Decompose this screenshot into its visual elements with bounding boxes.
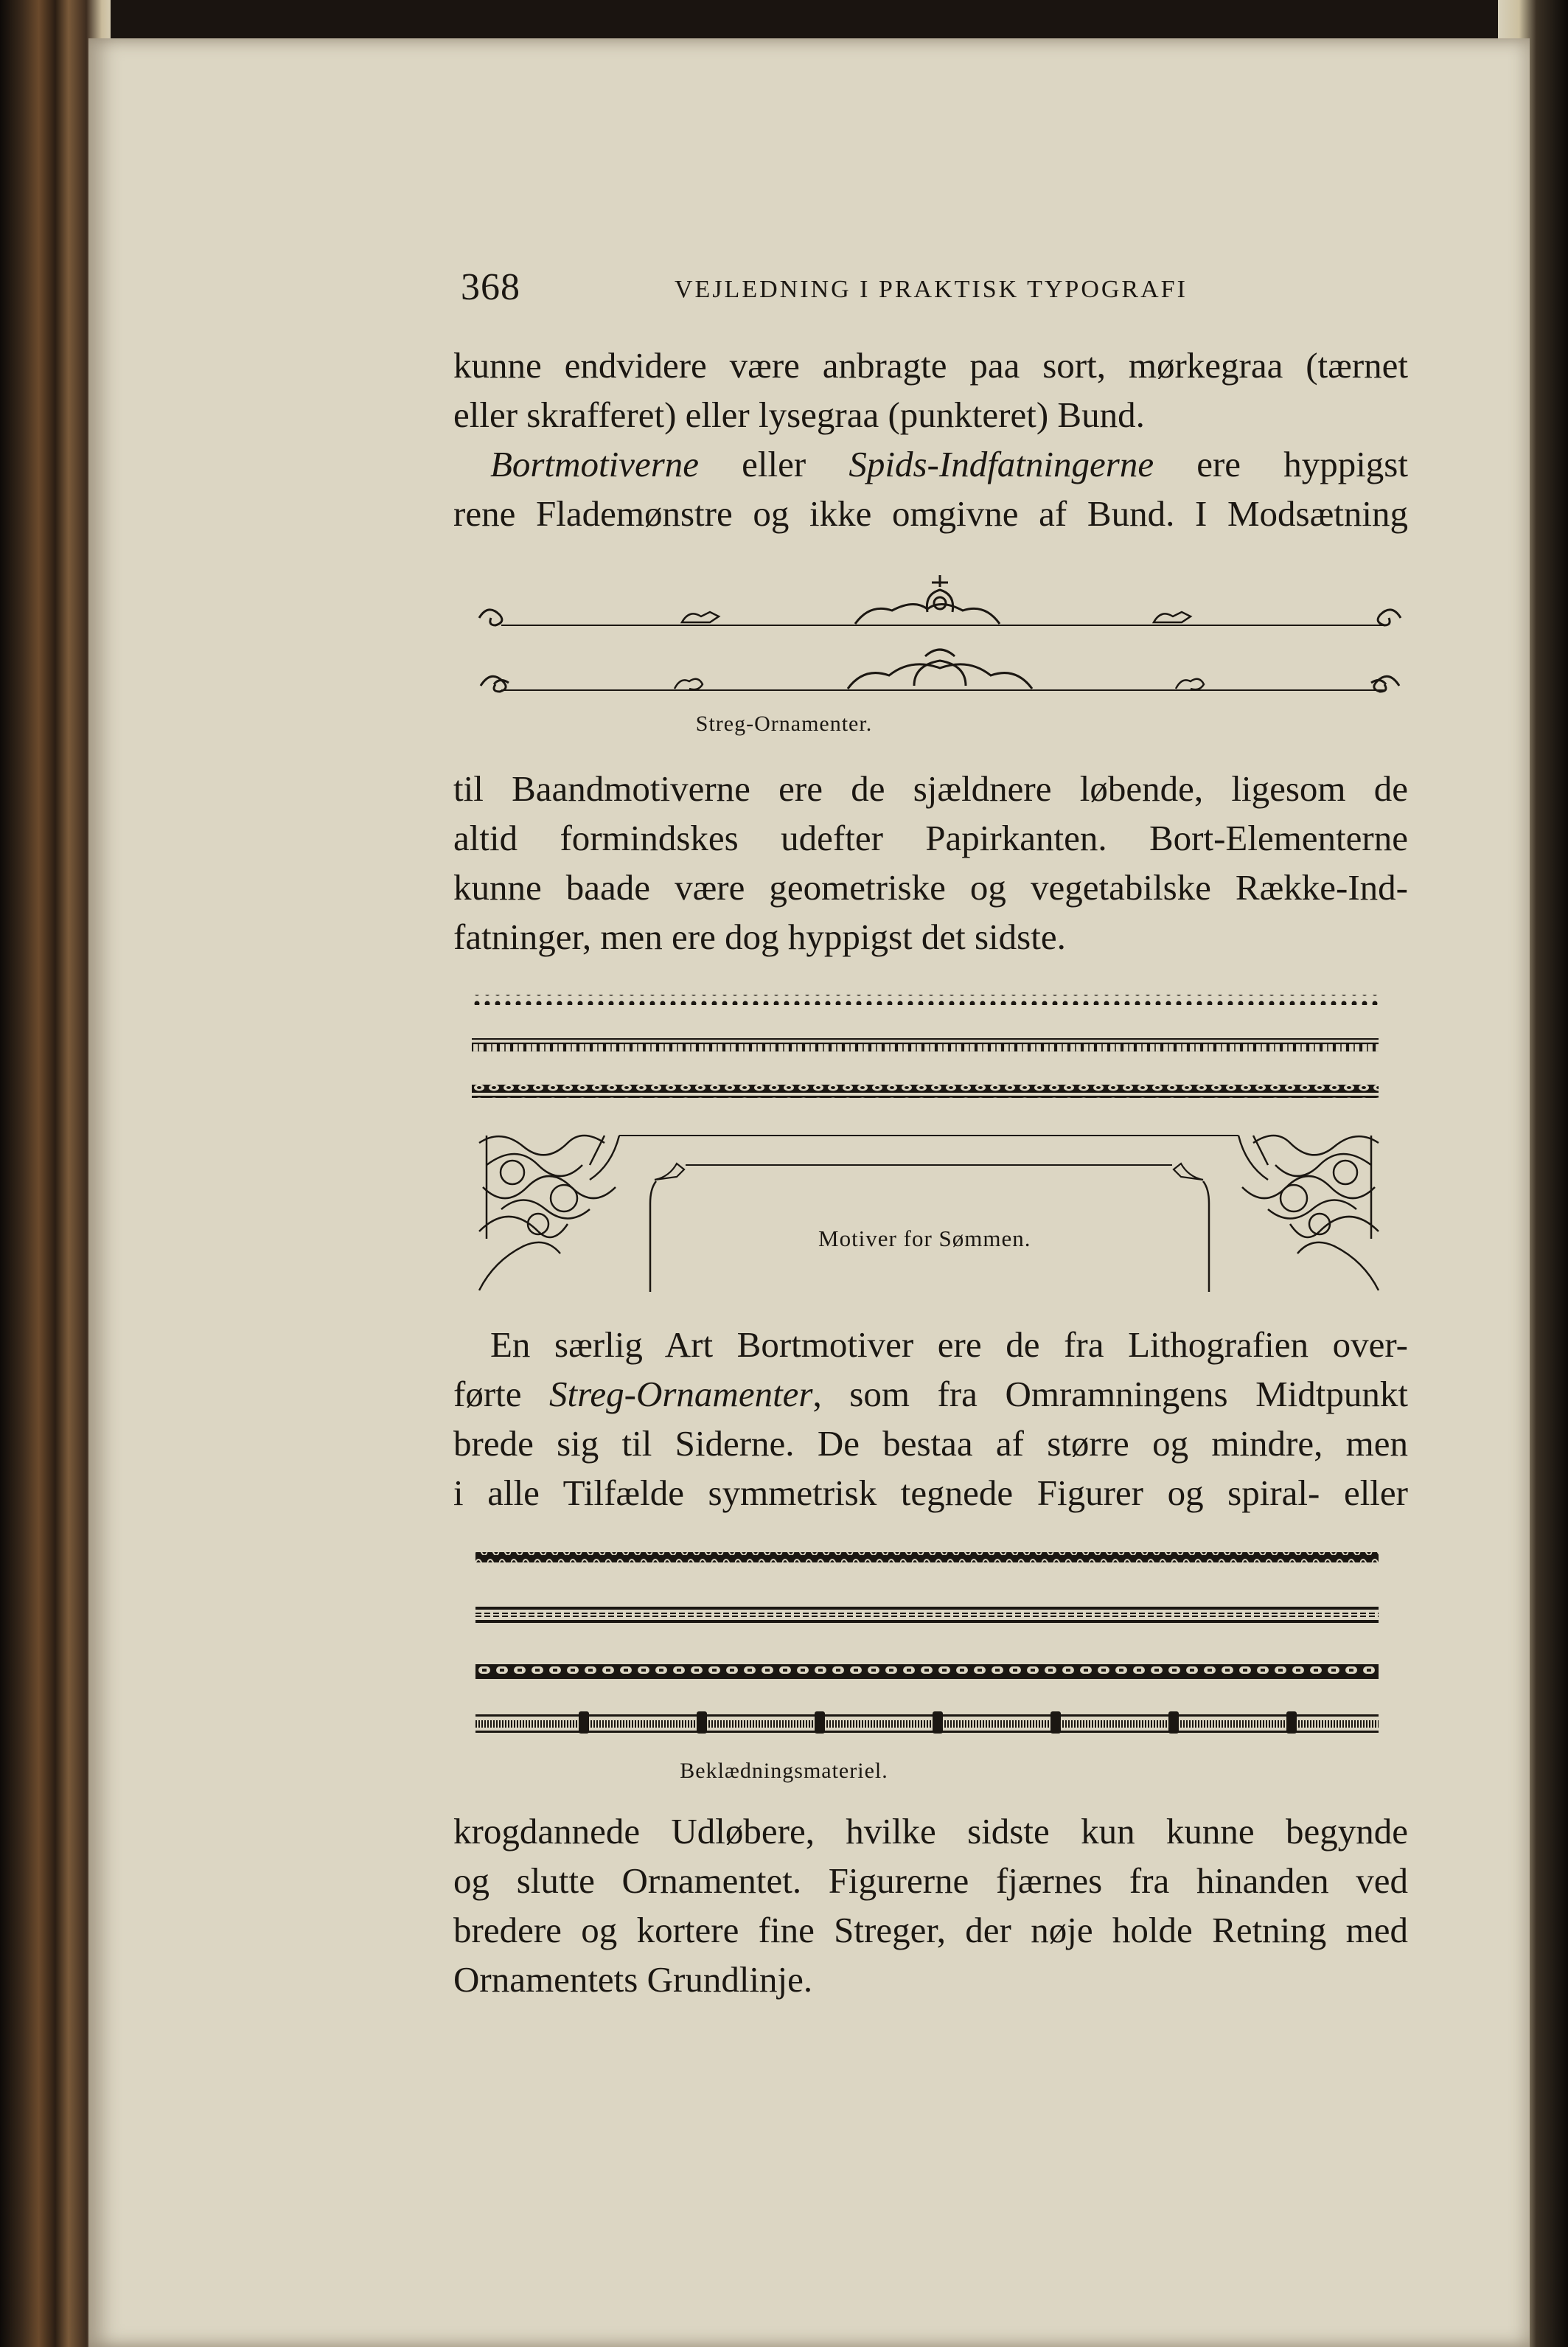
text-line: brede sig til Siderne. De bestaa af større og mindre, men	[453, 1423, 1408, 1464]
page-number: 368	[461, 266, 520, 308]
text-run: ere hyppigst	[1154, 444, 1408, 484]
text-line: fatninger, men ere dog hyppigst det sidste.	[453, 917, 1066, 957]
paragraph-4	[453, 1320, 1408, 1517]
text-line: og slutte Ornamentet. Figurerne fjærnes fra hinanden ved	[453, 1860, 1408, 1901]
text-run: , som fra Omramningens Midtpunkt	[812, 1374, 1408, 1414]
text-line: eller skrafferet) eller lysegraa (punkteret) Bund.	[453, 394, 1145, 435]
text-line: altid formindskes udefter Papirkanten. Bort-Elementerne	[453, 818, 1408, 858]
paragraph-5	[453, 1807, 1408, 2004]
text-run: førte	[453, 1374, 550, 1414]
text-line: kunne endvidere være anbragte paa sort, mørkegraa (tærnet	[453, 345, 1408, 386]
running-title: VEJLEDNING I PRAKTISK TYPOGRAFI	[675, 276, 1188, 303]
text-line: til Baandmotiverne ere de sjældnere løbende, ligesom de	[453, 768, 1408, 809]
text-line: rene Flademønstre og ikke omgivne af Bund. I Modsætning	[453, 493, 1408, 534]
border-motifs-figure	[472, 988, 1386, 1312]
text-line: i alle Tilfælde symmetrisk tegnede Figurer og spiral- eller	[453, 1472, 1408, 1513]
running-head	[461, 265, 1412, 317]
figure-caption-streg: Streg-Ornamenter.	[695, 712, 873, 736]
text-line	[453, 1369, 1408, 1419]
text-line: En særlig Art Bortmotiver ere de fra Lithografien over-	[490, 1324, 1408, 1365]
text-run: eller	[699, 444, 849, 484]
paragraph-1	[453, 341, 1408, 538]
text-line: kunne baade være geometriske og vegetabilske Række-Ind-	[453, 867, 1408, 908]
figure-caption-beklaedning: Beklædningsmateriel.	[680, 1759, 888, 1783]
text-line: krogdannede Udløbere, hvilke sidste kun kunne begynde	[453, 1811, 1408, 1851]
paragraph-3	[453, 764, 1408, 962]
streg-ornament-figure	[472, 568, 1408, 715]
italic-term: Spids-Indfatningerne	[849, 444, 1154, 484]
italic-term: Bortmotiverne	[490, 444, 700, 484]
italic-term: Streg-Ornamenter	[549, 1374, 813, 1414]
figure-caption-motiver: Motiver for Sømmen.	[818, 1225, 1031, 1251]
text-line	[453, 439, 1408, 489]
text-line: Ornamentets Grundlinje.	[453, 1959, 813, 2000]
beklaedning-rules-figure	[475, 1545, 1382, 1751]
text-line: bredere og kortere fine Streger, der nøje holde Retning med	[453, 1910, 1408, 1950]
